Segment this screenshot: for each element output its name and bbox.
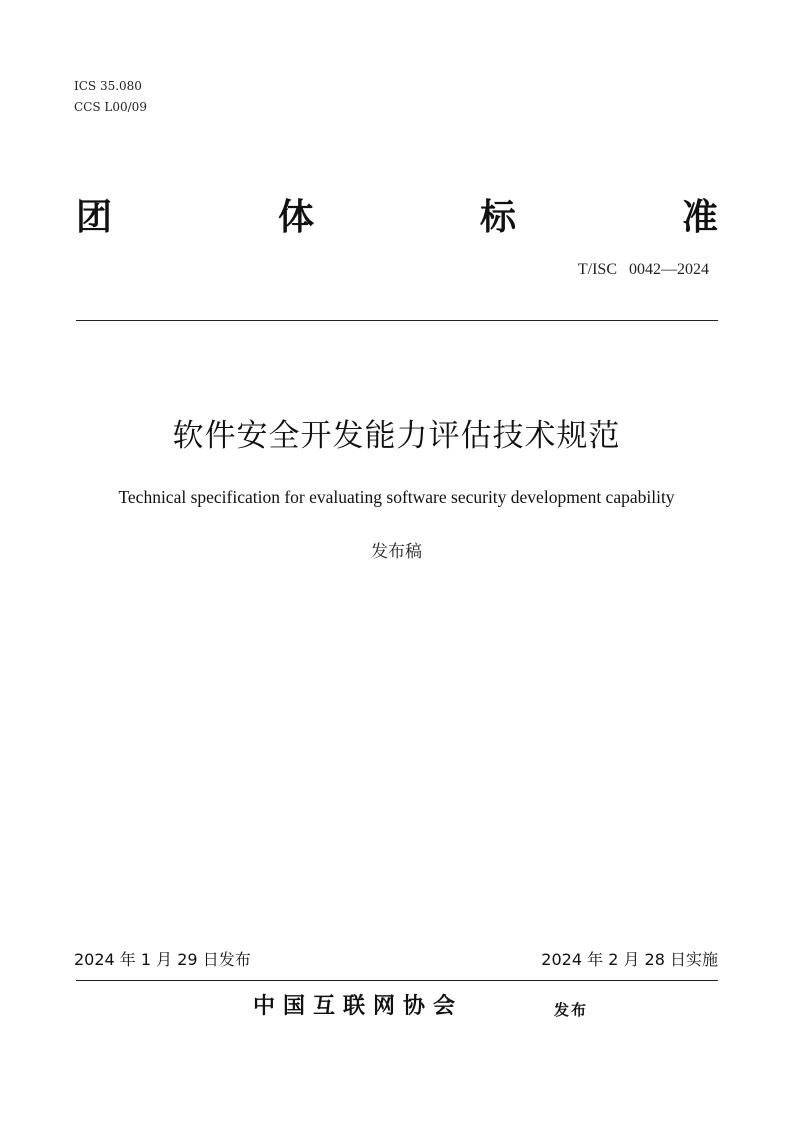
implement-date: 2024 年 2 月 28 日实施 bbox=[541, 950, 718, 969]
issuing-organization: 中国互联网协会 bbox=[253, 994, 464, 1019]
standard-type-heading bbox=[76, 196, 718, 240]
heading-char: 标 bbox=[479, 197, 516, 238]
standard-number: T/ISC 0042—2024 bbox=[577, 261, 709, 278]
ccs-code: CCS L00/09 bbox=[74, 100, 147, 114]
heading-char: 体 bbox=[277, 197, 314, 238]
document-status: 发布稿 bbox=[371, 542, 422, 562]
ics-code: ICS 35.080 bbox=[74, 79, 142, 93]
document-title-chinese: 软件安全开发能力评估技术规范 bbox=[172, 418, 621, 454]
publish-date: 2024 年 1 月 29 日发布 bbox=[74, 950, 251, 969]
header-divider bbox=[76, 320, 718, 321]
document-title-english: Technical specification for evaluating software security development capability bbox=[118, 487, 675, 507]
footer-divider bbox=[76, 980, 718, 981]
issue-label: 发布 bbox=[554, 1001, 589, 1019]
heading-char: 团 bbox=[76, 197, 113, 238]
heading-char: 准 bbox=[681, 197, 718, 238]
